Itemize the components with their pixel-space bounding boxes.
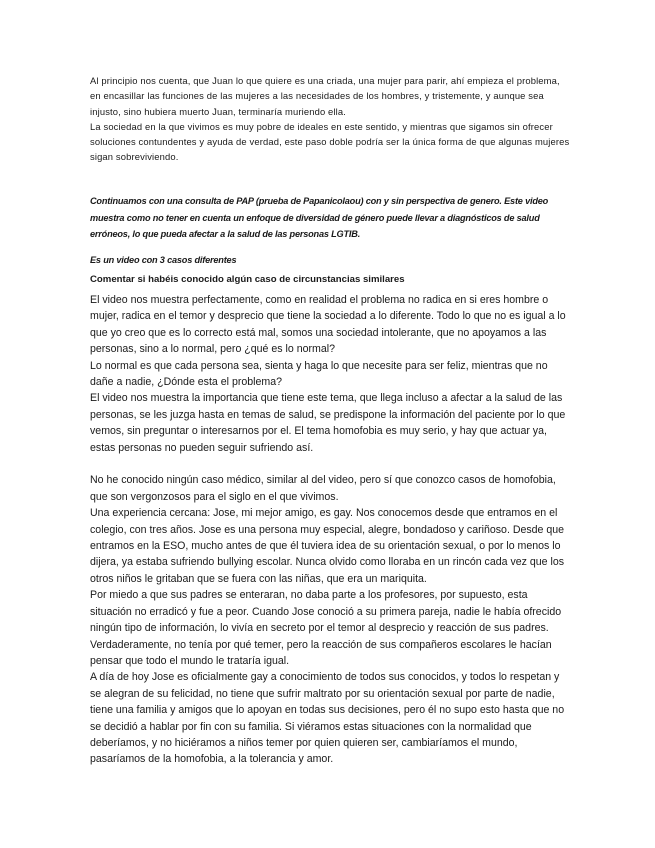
question-prompt: Continuamos con una consulta de PAP (prueba de Papanicolaou) con y sin perspectiva de genero. Este video muestra como no tener en cuenta un enfoque de diversidad de género puede llevar a diagnósticos de salud erróneos, lo que pueda afectar a la salud de las personas LGTIB. xyxy=(90,196,549,239)
answer-section xyxy=(90,292,570,768)
answer-paragraph-4: No he conocido ningún caso médico, similar al del video, pero sí que conozco casos de homofobia, que son vergonzosos para el siglo en el que vivimos. xyxy=(90,474,556,503)
answer-paragraph-3: El video nos muestra la importancia que tiene este tema, que llega incluso a afectar a la salud de las personas, se les juzga hasta en temas de salud, se predispone la información del paciente por lo que vemos, sin preguntar o interesarnos por el. El tema homofobia es muy serio, y hay que actuar ya, estas personas no pueden seguir sufriendo así. xyxy=(90,392,566,454)
question-subtitle: Es un video con 3 casos diferentes xyxy=(90,255,237,265)
intro-paragraph-2: La sociedad en la que vivimos es muy pobre de ideales en este sentido, y mientras que sigamos sin ofrecer soluciones contundentes y ayuda de verdad, este paso doble podría ser la única forma de que algunas mujeres sigan sobreviviendo. xyxy=(90,120,570,163)
intro-section xyxy=(90,73,570,165)
answer-paragraph-5: Una experiencia cercana: Jose, mi mejor amigo, es gay. Nos conocemos desde que entramos en el colegio, con tres años. Jose es una persona muy especial, alegre, bondadoso y cariñoso. Desde que entramos en la ESO, mucho antes de que él tuviera idea de su orientación sexual, o por lo menos lo dijera, ya estaba sufriendo bullying escolar. Nunca olvido como lloraba en un rincón cada vez que los otros niños le gritaban que se fuera con las niñas, que era un mariquita. xyxy=(90,507,565,585)
answer-paragraph-2: Lo normal es que cada persona sea, sienta y haga lo que necesite para ser feliz, mientras que no dañe a nadie, ¿Dónde esta el problema? xyxy=(90,359,548,389)
answer-paragraph-6: Por miedo a que sus padres se enteraran, no daba parte a los profesores, por supuesto, esta situación no erradicó y fue a peor. Cuando Jose conoció a su primera pareja, nadie le había ofrecido ningún tipo de información, lo vivía en secreto por el temor al desprecio y reacción de sus padres. Verdaderamente, no tenía por qué temer, pero la reacción de sus compañeros escolares le hacían pensar que todo el mundo le trataría igual. xyxy=(90,589,562,667)
question-instruction: Comentar si habéis conocido algún caso de circunstancias similares xyxy=(90,274,405,285)
answer-paragraph-1: El video nos muestra perfectamente, como en realidad el problema no radica en si eres hombre o mujer, radica en el temor y desprecio que tiene la sociedad a lo diferente. Todo lo que no es igual a lo que yo creo que es lo correcto está mal, somos una sociedad intolerante, que no apoyamos a las personas, sino a lo normal, pero ¿qué es lo normal? xyxy=(90,294,566,356)
intro-paragraph-1: Al principio nos cuenta, que Juan lo que quiere es una criada, una mujer para parir, ahí empieza el problema, en encasillar las funciones de las mujeres a las necesidades de los hombres, y tristemente, y aunque sea injusto, sino hubiera muerto Juan, terminaría muriendo ella. xyxy=(90,75,560,117)
answer-paragraph-7: A día de hoy Jose es oficialmente gay a conocimiento de todos sus conocidos, y todos lo respetan y se alegran de su felicidad, no tiene que sufrir maltrato por su orientación sexual por parte de nadie, tiene una familia y amigos que lo apoyan en todas sus decisiones, pero él no supo esto hasta que no se decidió a hablar por fin con su familia. Si viéramos estas situaciones con la normalidad que deberíamos, y no hiciéramos a niños temer por quien quieren ser, cambiaríamos el mundo, pasaríamos de la homofobia, a la tolerancia y amor. xyxy=(90,671,565,766)
paragraph-gap xyxy=(90,456,570,472)
